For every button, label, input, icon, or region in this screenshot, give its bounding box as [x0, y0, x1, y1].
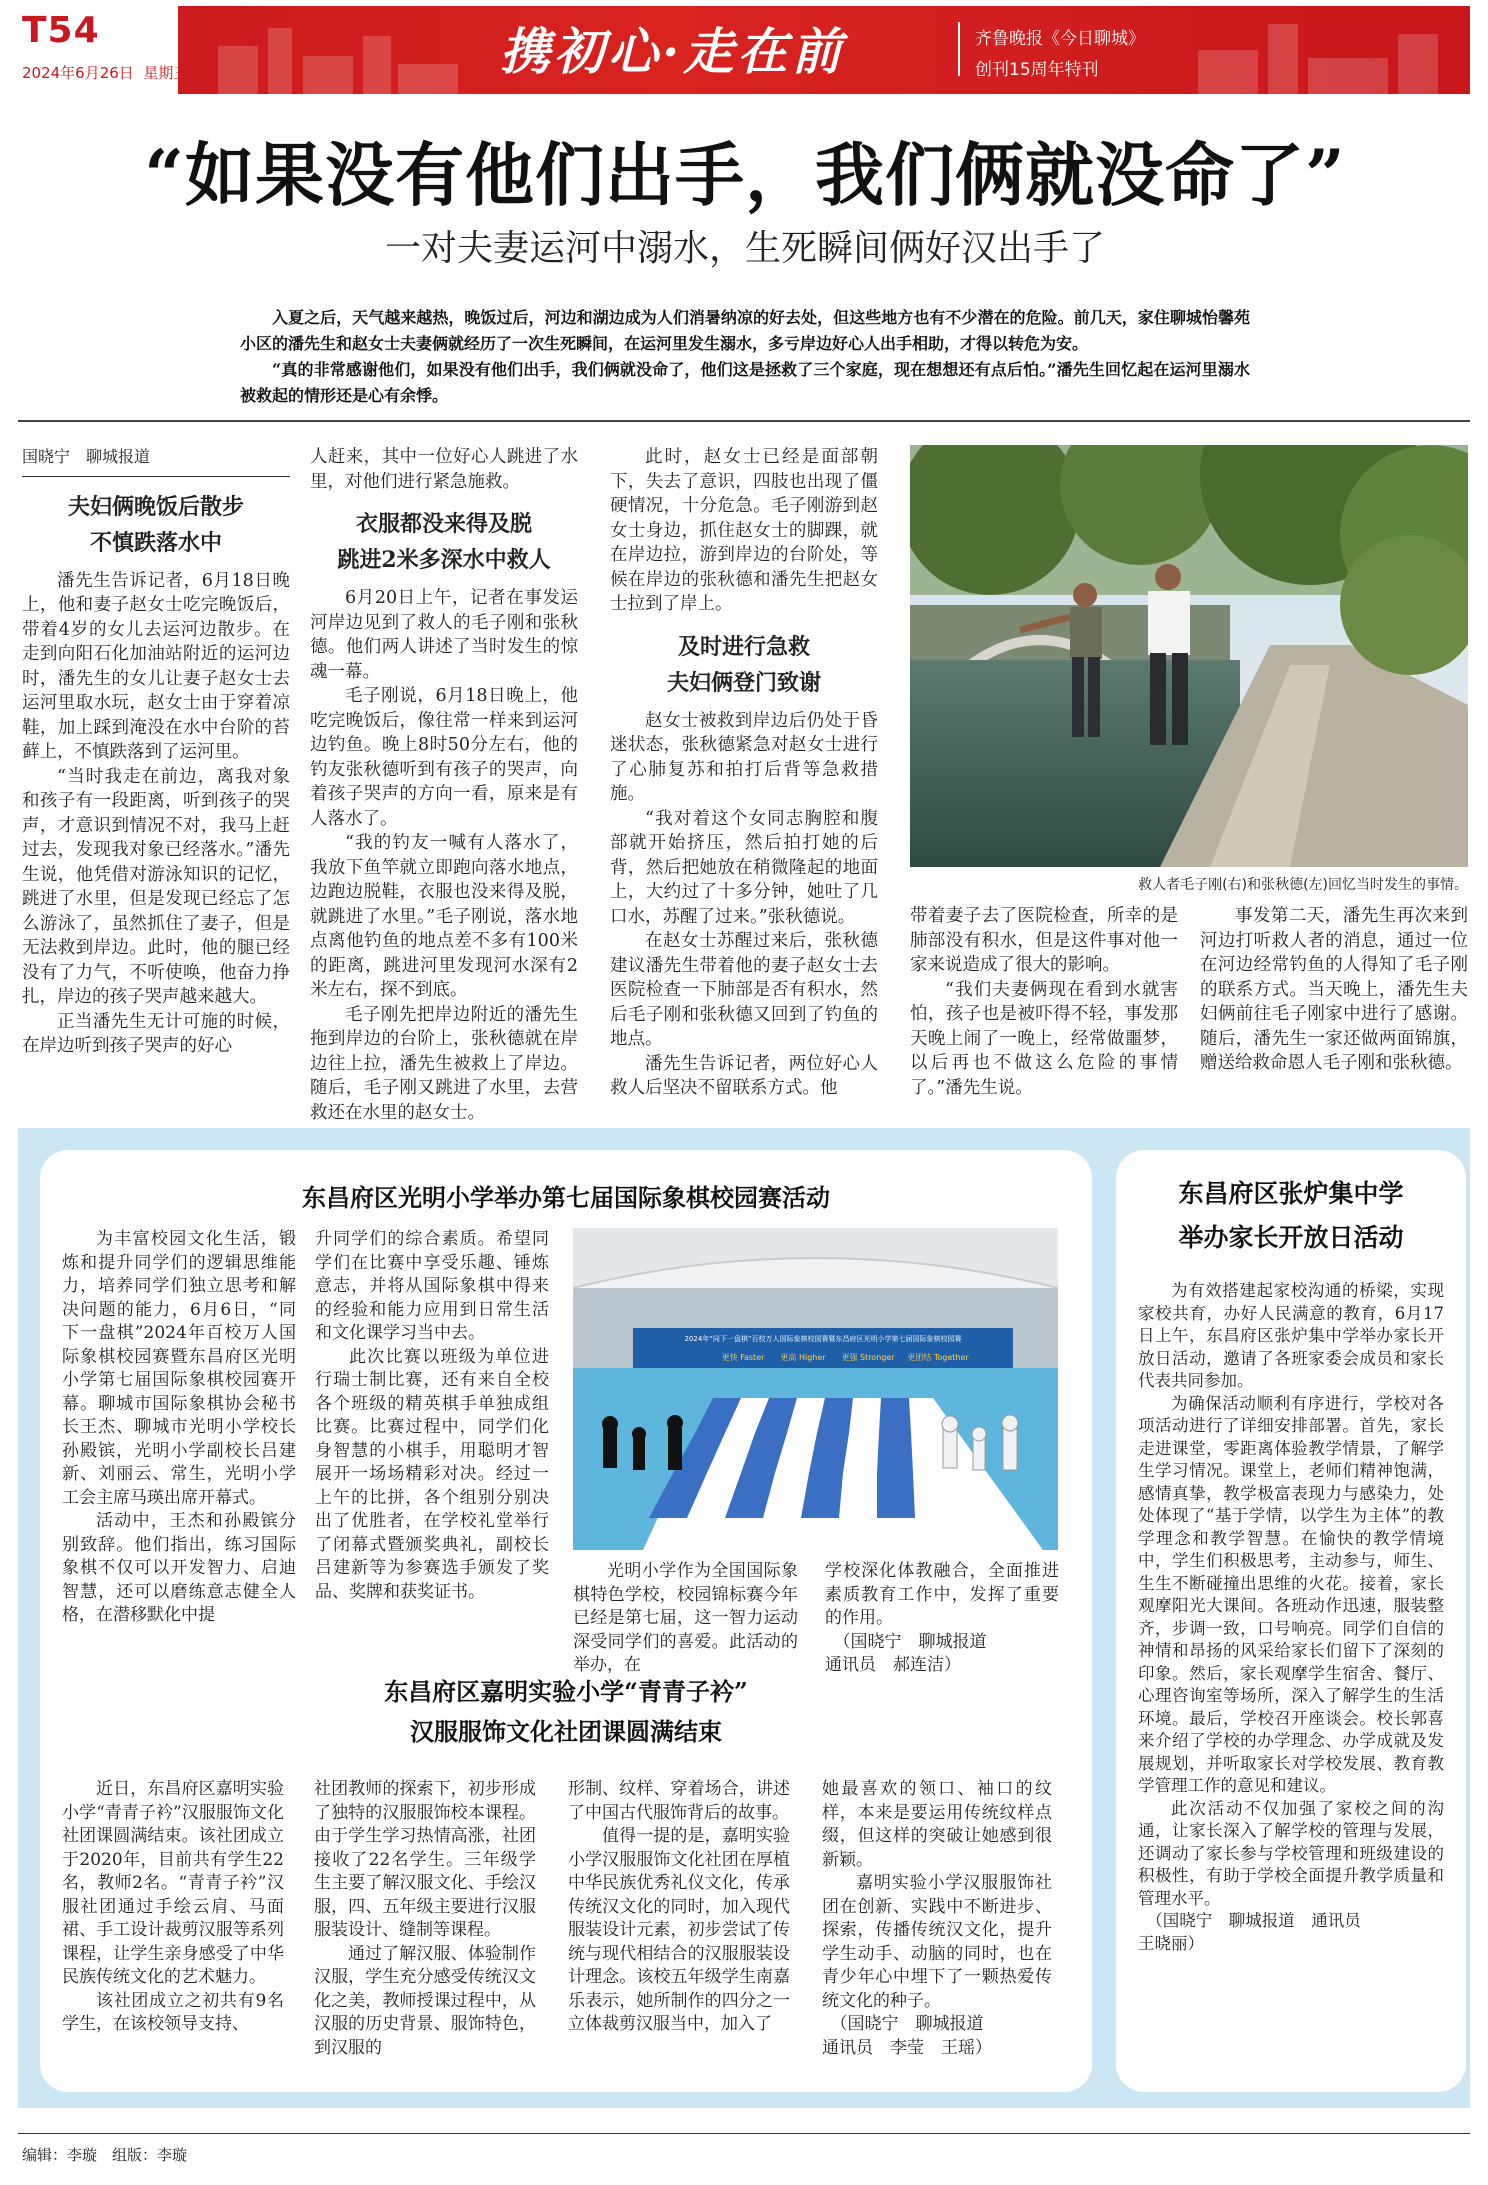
banner-word: 更强 Stronger	[841, 1353, 895, 1362]
paragraph: 6月20日上午，记者在事发运河岸边见到了救人的毛子刚和张秋德。他们两人讲述了当时发生的惊魂一幕。	[310, 588, 578, 682]
paragraph: 赵女士被救到岸边后仍处于昏迷状态，张秋德紧急对赵女士进行了心肺复苏和拍打后背等急救措施。	[610, 710, 878, 804]
lead-paragraph: 入夏之后，天气越来越热，晚饭过后，河边和湖边成为人们消暑纳凉的好去处，但这些地方也有不少潜在的危险。前几天，家住聊城怡馨苑小区的潘先生和赵女士夫妻俩就经历了一次生死瞬间，在运河里发生溺水，多亏岸边好心人出手相助，才得以转危为安。	[240, 308, 1250, 353]
paragraph: 通过了解汉服、体验制作汉服，学生充分感受传统汉文化之美，教师授课过程中，从汉服的历史背景、服饰特色，到汉服的	[314, 1943, 536, 2058]
section-subhead: 衣服都没来得及脱 跳进2米多深水中救人	[337, 511, 551, 573]
paragraph: 近日，东昌府区嘉明实验小学“青青子衿”汉服服饰文化社团课圆满结束。该社团成立于2020年，目前共有学生22名，教师2名。“青青子衿”汉服社团通过手绘云肩、马面裙、手工设计裁剪汉服等系列课程，让学生亲身感受了中华民族传统文化的艺术魅力。	[62, 1779, 284, 1987]
paragraph: 她最喜欢的领口、袖口的纹样，本来是要运用传统纹样点缀，但这样的突破让她感到很新颖。	[822, 1779, 1052, 1870]
article-column-4	[910, 904, 1178, 1100]
chess-article-title: 东昌府区光明小学举办第七届国际象棋校园赛活动	[302, 1183, 830, 1212]
paragraph: 人赶来，其中一位好心人跳进了水里，对他们进行紧急施救。	[310, 447, 578, 492]
paragraph: “当时我走在前边，离我对象和孩子有一段距离，听到孩子的哭声，才意识到情况不对，我马上赶过去，发现我对象已经落水。”潘先生说，他凭借对游泳知识的记忆，跳进了水里，但是发现已经忘了怎么游泳了，虽然抓住了妻子，但是无法救到岸边。此时，他的腿已经没有了力气，不听使唤，他奋力挣扎，岸边的孩子哭声越来越大。	[22, 766, 290, 1007]
paragraph: “我的钓友一喊有人落水了，我放下鱼竿就立即跑向落水地点，边跑边脱鞋，衣服也没来得及脱，就跳进了水里。”毛子刚说，落水地点离他钓鱼的地点差不多有100米的距离，跳进河里发现河水深有2米左右，探不到底。	[310, 833, 578, 1000]
paragraph: 在赵女士苏醒过来后，张秋德建议潘先生带着他的妻子赵女士去医院检查一下肺部是否有积水，然后毛子刚和张秋德又回到了钓鱼的地点。	[610, 931, 878, 1049]
article-column-3	[610, 445, 878, 1101]
article-credit: （国晓宁 聊城报道 通讯员 郝连洁）	[825, 1631, 987, 1675]
issue-date: 2024年6月26日 星期三	[22, 64, 189, 82]
parents-day-column	[1138, 1280, 1444, 1955]
chess-event-photo	[573, 1228, 1058, 1550]
hanfu-column-2	[314, 1778, 536, 2060]
paragraph: 社团教师的探索下，初步形成了独特的汉服服饰校本课程。由于学生学习热情高涨，社团接收了22名学生。三年级学生主要了解汉服文化、手绘汉服，四、五年级主要进行汉服服装设计、缝制等课程。	[314, 1779, 536, 1940]
paragraph: 光明小学作为全国国际象棋特色学校，校园锦标赛今年已经是第七届，这一智力运动深受同学们的喜爱。此活动的举办，在	[573, 1561, 798, 1675]
page-number: T54	[22, 10, 100, 51]
paragraph: 毛子刚先把岸边附近的潘先生拖到岸边的台阶上，张秋德就在岸边往上拉，潘先生被救上了岸边。随后，毛子刚又跳进了水里，去营救还在水里的赵女士。	[310, 1004, 578, 1123]
section-rule	[18, 420, 1470, 422]
paper-name: 齐鲁晚报《今日聊城》	[975, 29, 1145, 49]
paragraph: 为确保活动顺利有序进行，学校对各项活动进行了详细安排部署。首先，家长走进课堂，零距离体验教学情景，了解学生学习情况。课堂上，老师们精神饱满，感情真挚，教学极富表现力与感染力，处处体现了“基于学情，以学生为主体”的教学理念和教学智慧。在愉快的教学情境中，学生们积极思考，主动参与，师生、生生不断碰撞出思维的火花。接着，家长观摩阳光大课间。各班动作迅速，服装整齐，步调一致，口号响亮。同学们自信的神情和昂扬的风采给家长们留下了深刻的印象。然后，家长观摩学生宿舍、餐厅、心理咨询室等场所，深入了解学生的生活环境。最后，学校召开座谈会。校长郭喜来介绍了学校的办学理念、办学成就及发展规划，并听取家长对学校发展、教育教学管理工作的意见和建议。	[1138, 1393, 1444, 1795]
paragraph: 此次比赛以班级为单位进行瑞士制比赛，还有来自全校各个班级的精英棋手单独成组比赛。比赛过程中，同学们化身智慧的小棋手，用聪明才智展开一场场精彩对决。经过一上午的比拼，各个组别分别决出了优胜者，在学校礼堂举行了闭幕式暨颁奖典礼，副校长吕建新等为参赛选手颁发了奖品、奖牌和获奖证书。	[315, 1346, 549, 1602]
editor-credit: 编辑：李璇 组版：李璇	[22, 2146, 188, 2164]
banner-title: 2024年“同下一盘棋”百校万人国际象棋校园赛暨东昌府区光明小学第七届国际象棋校园赛	[684, 1335, 962, 1343]
masthead-slogan: 携初心·走在前	[500, 22, 846, 81]
article-byline: 国晓宁 聊城报道	[22, 445, 290, 477]
photo-caption: 救人者毛子刚(右)和张秋德(左)回忆当时发生的事情。	[1138, 877, 1468, 893]
paragraph: 潘先生告诉记者，6月18日晚上，他和妻子赵女士吃完晚饭后，带着4岁的女儿去运河边散步。在走到向阳石化加油站附近的运河边时，潘先生的女儿让妻子赵女士去运河里取水玩，赵女士由于穿着凉鞋，加上踩到淹没在水中台阶的苔藓上，不慎跌落到了运河里。	[22, 570, 290, 762]
paragraph: 正当潘先生无计可施的时候，在岸边听到孩子哭声的好心	[22, 1011, 290, 1056]
article-column-2	[310, 445, 578, 1125]
paragraph: 学校深化体教融合，全面推进素质教育工作中，发挥了重要的作用。	[825, 1561, 1059, 1628]
rescuers-photo	[910, 445, 1468, 867]
hanfu-article-title: 东昌府区嘉明实验小学“青青子衿” 汉服服饰文化社团课圆满结束	[384, 1677, 748, 1746]
article-credit: （国晓宁 聊城报道 通讯员 李莹 王瑶）	[822, 2014, 992, 2058]
paragraph: 事发第二天，潘先生再次来到河边打听救人者的消息，通过一位在河边经常钓鱼的人得知了毛子刚的联系方式。当天晚上，潘先生夫妇俩前往毛子刚家中进行了感谢。随后，潘先生一家还做两面锦旗，赠送给救命恩人毛子刚和张秋德。	[1200, 906, 1468, 1073]
paragraph: 为丰富校园文化生活，锻炼和提升同学们的逻辑思维能力，培养同学们独立思考和解决问题的能力，6月6日，“同下一盘棋”2024年百校万人国际象棋校园赛暨东昌府区光明小学第七届国际象棋校园赛开幕。聊城市国际象棋协会秘书长王杰、聊城市光明小学校长孙殿镔，光明小学副校长吕建新、刘丽云、常生，光明小学工会主席马瑛出席开幕式。	[62, 1229, 296, 1508]
paragraph: 形制、纹样、穿着场合，讲述了中国古代服饰背后的故事。	[568, 1779, 790, 1823]
paragraph: 潘先生告诉记者，两位好心人救人后坚决不留联系方式。他	[610, 1053, 878, 1098]
footer-rule	[18, 2133, 1470, 2134]
banner-word: 更快 Faster	[721, 1353, 765, 1362]
banner-word: 更团结 Together	[907, 1353, 969, 1362]
article-headline: “如果没有他们出手，我们俩就没命了”	[144, 135, 1346, 216]
lead-paragraph: “真的非常感谢他们，如果没有他们出手，我们俩就没命了，他们这是拯救了三个家庭，现在想想还有点后怕。”潘先生回忆起在运河里溺水被救起的情形还是心有余悸。	[240, 360, 1250, 405]
paragraph: 毛子刚说，6月18日晚上，他吃完晚饭后，像往常一样来到运河边钓鱼。晚上8时50分左右，他的钓友张秋德听到有孩子的哭声，向着孩子哭声的方向一看，原来是有人落水了。	[310, 686, 578, 829]
paragraph: 值得一提的是，嘉明实验小学汉服服饰文化社团在厚植中华民族优秀礼仪文化，传承传统汉文化的同时，加入现代服装设计元素，初步尝试了传统与现代相结合的汉服服装设计理念。该校五年级学生南嘉乐表示，她所制作的四分之一立体裁剪汉服当中，加入了	[568, 1826, 790, 2034]
hanfu-column-3	[568, 1778, 790, 2037]
masthead-divider	[958, 22, 960, 76]
hanfu-column-1	[62, 1778, 284, 2037]
parents-day-title: 东昌府区张炉集中学 举办家长开放日活动	[1178, 1179, 1404, 1252]
paragraph: 升同学们的综合素质。希望同学们在比赛中享受乐趣、锤炼意志，并将从国际象棋中得来的经验和能力应用到日常生活和文化课学习当中去。	[315, 1229, 549, 1343]
paragraph: 此次活动不仅加强了家校之间的沟通，让家长深入了解学校的管理与发展，还调动了家长参与学校管理和班级建设的积极性，有助于学校全面提升教学质量和管理水平。	[1138, 1798, 1444, 1908]
paragraph: 带着妻子去了医院检查，所幸的是肺部没有积水，但是这件事对他一家来说造成了很大的影响。	[910, 906, 1178, 975]
paragraph: 此时，赵女士已经是面部朝下，失去了意识，四肢也出现了僵硬情况，十分危急。毛子刚游到赵女士身边，抓住赵女士的脚踝，就在岸边拉，游到岸边的台阶处，等候在岸边的张秋德和潘先生把赵女士拉到了岸上。	[610, 447, 878, 614]
article-subheadline: 一对夫妻运河中溺水，生死瞬间俩好汉出手了	[384, 228, 1105, 269]
special-issue-label: 创刊15周年特刊	[975, 60, 1099, 80]
chess-column-3	[573, 1560, 798, 1678]
article-column-5	[1200, 904, 1468, 1076]
section-subhead: 及时进行急救 夫妇俩登门致谢	[666, 633, 821, 696]
chess-column-1	[62, 1228, 296, 1628]
paragraph: “我对着这个女同志胸腔和腹部就开始挤压，然后拍打她的后背，然后把她放在稍微隆起的地面上，大约过了十多分钟，她吐了几口水，苏醒了过来。”张秋德说。	[610, 808, 878, 927]
hanfu-column-4	[822, 1778, 1052, 2060]
paragraph: 活动中，王杰和孙殿镔分别致辞。他们指出，练习国际象棋不仅可以开发智力、启迪智慧，还可以磨练意志健全人格，在潜移默化中提	[62, 1511, 296, 1625]
paragraph: 该社团成立之初共有9名学生，在该校领导支持、	[62, 1990, 284, 2034]
paragraph: 为有效搭建起家校沟通的桥梁，实现家校共育，办好人民满意的教育，6月17日上午，东昌府区张炉集中学举办家长开放日活动，邀请了各班家委会成员和家长代表共同参加。	[1138, 1281, 1444, 1390]
section-subhead: 夫妇俩晚饭后散步 不慎跌落水中	[67, 493, 244, 556]
paragraph: 嘉明实验小学汉服服饰社团在创新、实践中不断进步、探索，传播传统汉文化，提升学生动手、动脑的同时，也在青少年心中埋下了一颗热爱传统文化的种子。	[822, 1873, 1052, 2011]
chess-column-4	[825, 1560, 1059, 1678]
banner-word: 更高 Higher	[780, 1353, 826, 1362]
article-column-1	[22, 445, 290, 1059]
chess-column-2	[315, 1228, 549, 1604]
article-lead	[240, 305, 1250, 409]
article-credit: （国晓宁 聊城报道 通讯员 王晓丽）	[1138, 1911, 1361, 1953]
paragraph: “我们夫妻俩现在看到水就害怕，孩子也是被吓得不轻，事发那天晚上闹了一晚上，经常做噩梦，以后再也不做这么危险的事情了。”潘先生说。	[910, 979, 1178, 1098]
